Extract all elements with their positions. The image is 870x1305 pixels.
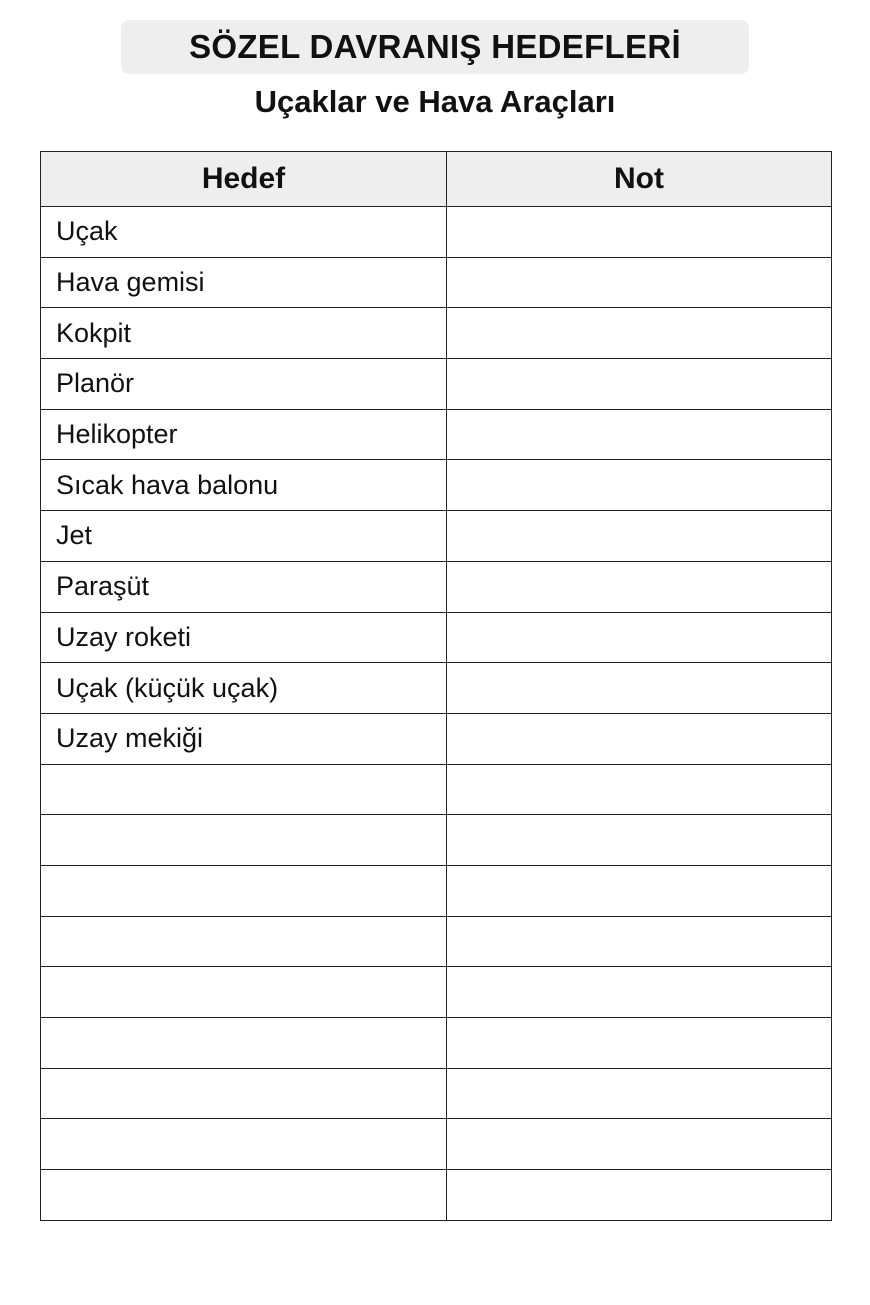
table-row [41, 967, 832, 1018]
goal-cell [41, 764, 447, 815]
note-cell[interactable] [447, 815, 832, 866]
goal-cell: Kokpit [41, 308, 447, 359]
goal-cell: Paraşüt [41, 561, 447, 612]
note-cell[interactable] [447, 1119, 832, 1170]
goal-cell: Uçak (küçük uçak) [41, 663, 447, 714]
table-row [41, 257, 832, 308]
note-cell[interactable] [447, 1170, 832, 1221]
table-row [41, 1170, 832, 1221]
goal-cell [41, 815, 447, 866]
note-cell[interactable] [447, 865, 832, 916]
table-row [41, 460, 832, 511]
table-row [41, 815, 832, 866]
goal-cell [41, 1119, 447, 1170]
table-header-row [41, 152, 832, 207]
note-cell[interactable] [447, 764, 832, 815]
table-row [41, 409, 832, 460]
goal-cell [41, 865, 447, 916]
note-cell[interactable] [447, 916, 832, 967]
note-cell[interactable] [447, 359, 832, 410]
goal-cell: Hava gemisi [41, 257, 447, 308]
note-cell[interactable] [447, 663, 832, 714]
goal-cell [41, 967, 447, 1018]
note-cell[interactable] [447, 511, 832, 562]
table-row [41, 511, 832, 562]
goal-cell: Helikopter [41, 409, 447, 460]
table-row [41, 764, 832, 815]
table-row [41, 308, 832, 359]
table-row [41, 612, 832, 663]
note-cell[interactable] [447, 967, 832, 1018]
table-row [41, 865, 832, 916]
title-banner [121, 20, 749, 74]
table-row [41, 916, 832, 967]
note-cell[interactable] [447, 207, 832, 258]
table-row [41, 1018, 832, 1069]
goal-cell: Uzay roketi [41, 612, 447, 663]
goals-table [40, 151, 832, 1221]
goal-cell [41, 916, 447, 967]
goal-cell [41, 1170, 447, 1221]
goal-cell: Jet [41, 511, 447, 562]
goal-cell [41, 1068, 447, 1119]
column-header-note: Not [447, 152, 832, 207]
note-cell[interactable] [447, 561, 832, 612]
column-header-goal: Hedef [41, 152, 447, 207]
note-cell[interactable] [447, 713, 832, 764]
page-title: SÖZEL DAVRANIŞ HEDEFLERİ [189, 28, 681, 65]
note-cell[interactable] [447, 612, 832, 663]
table-row [41, 561, 832, 612]
table-row [41, 1068, 832, 1119]
goal-cell: Uzay mekiği [41, 713, 447, 764]
table-row [41, 663, 832, 714]
table-row [41, 359, 832, 410]
table-row [41, 1119, 832, 1170]
goal-cell: Sıcak hava balonu [41, 460, 447, 511]
goal-cell: Uçak [41, 207, 447, 258]
note-cell[interactable] [447, 460, 832, 511]
goal-cell: Planör [41, 359, 447, 410]
page-subtitle: Uçaklar ve Hava Araçları [254, 84, 616, 119]
note-cell[interactable] [447, 257, 832, 308]
note-cell[interactable] [447, 1018, 832, 1069]
goal-cell [41, 1018, 447, 1069]
table-row [41, 713, 832, 764]
table-row [41, 207, 832, 258]
table-body [41, 207, 832, 1221]
note-cell[interactable] [447, 308, 832, 359]
note-cell[interactable] [447, 1068, 832, 1119]
note-cell[interactable] [447, 409, 832, 460]
